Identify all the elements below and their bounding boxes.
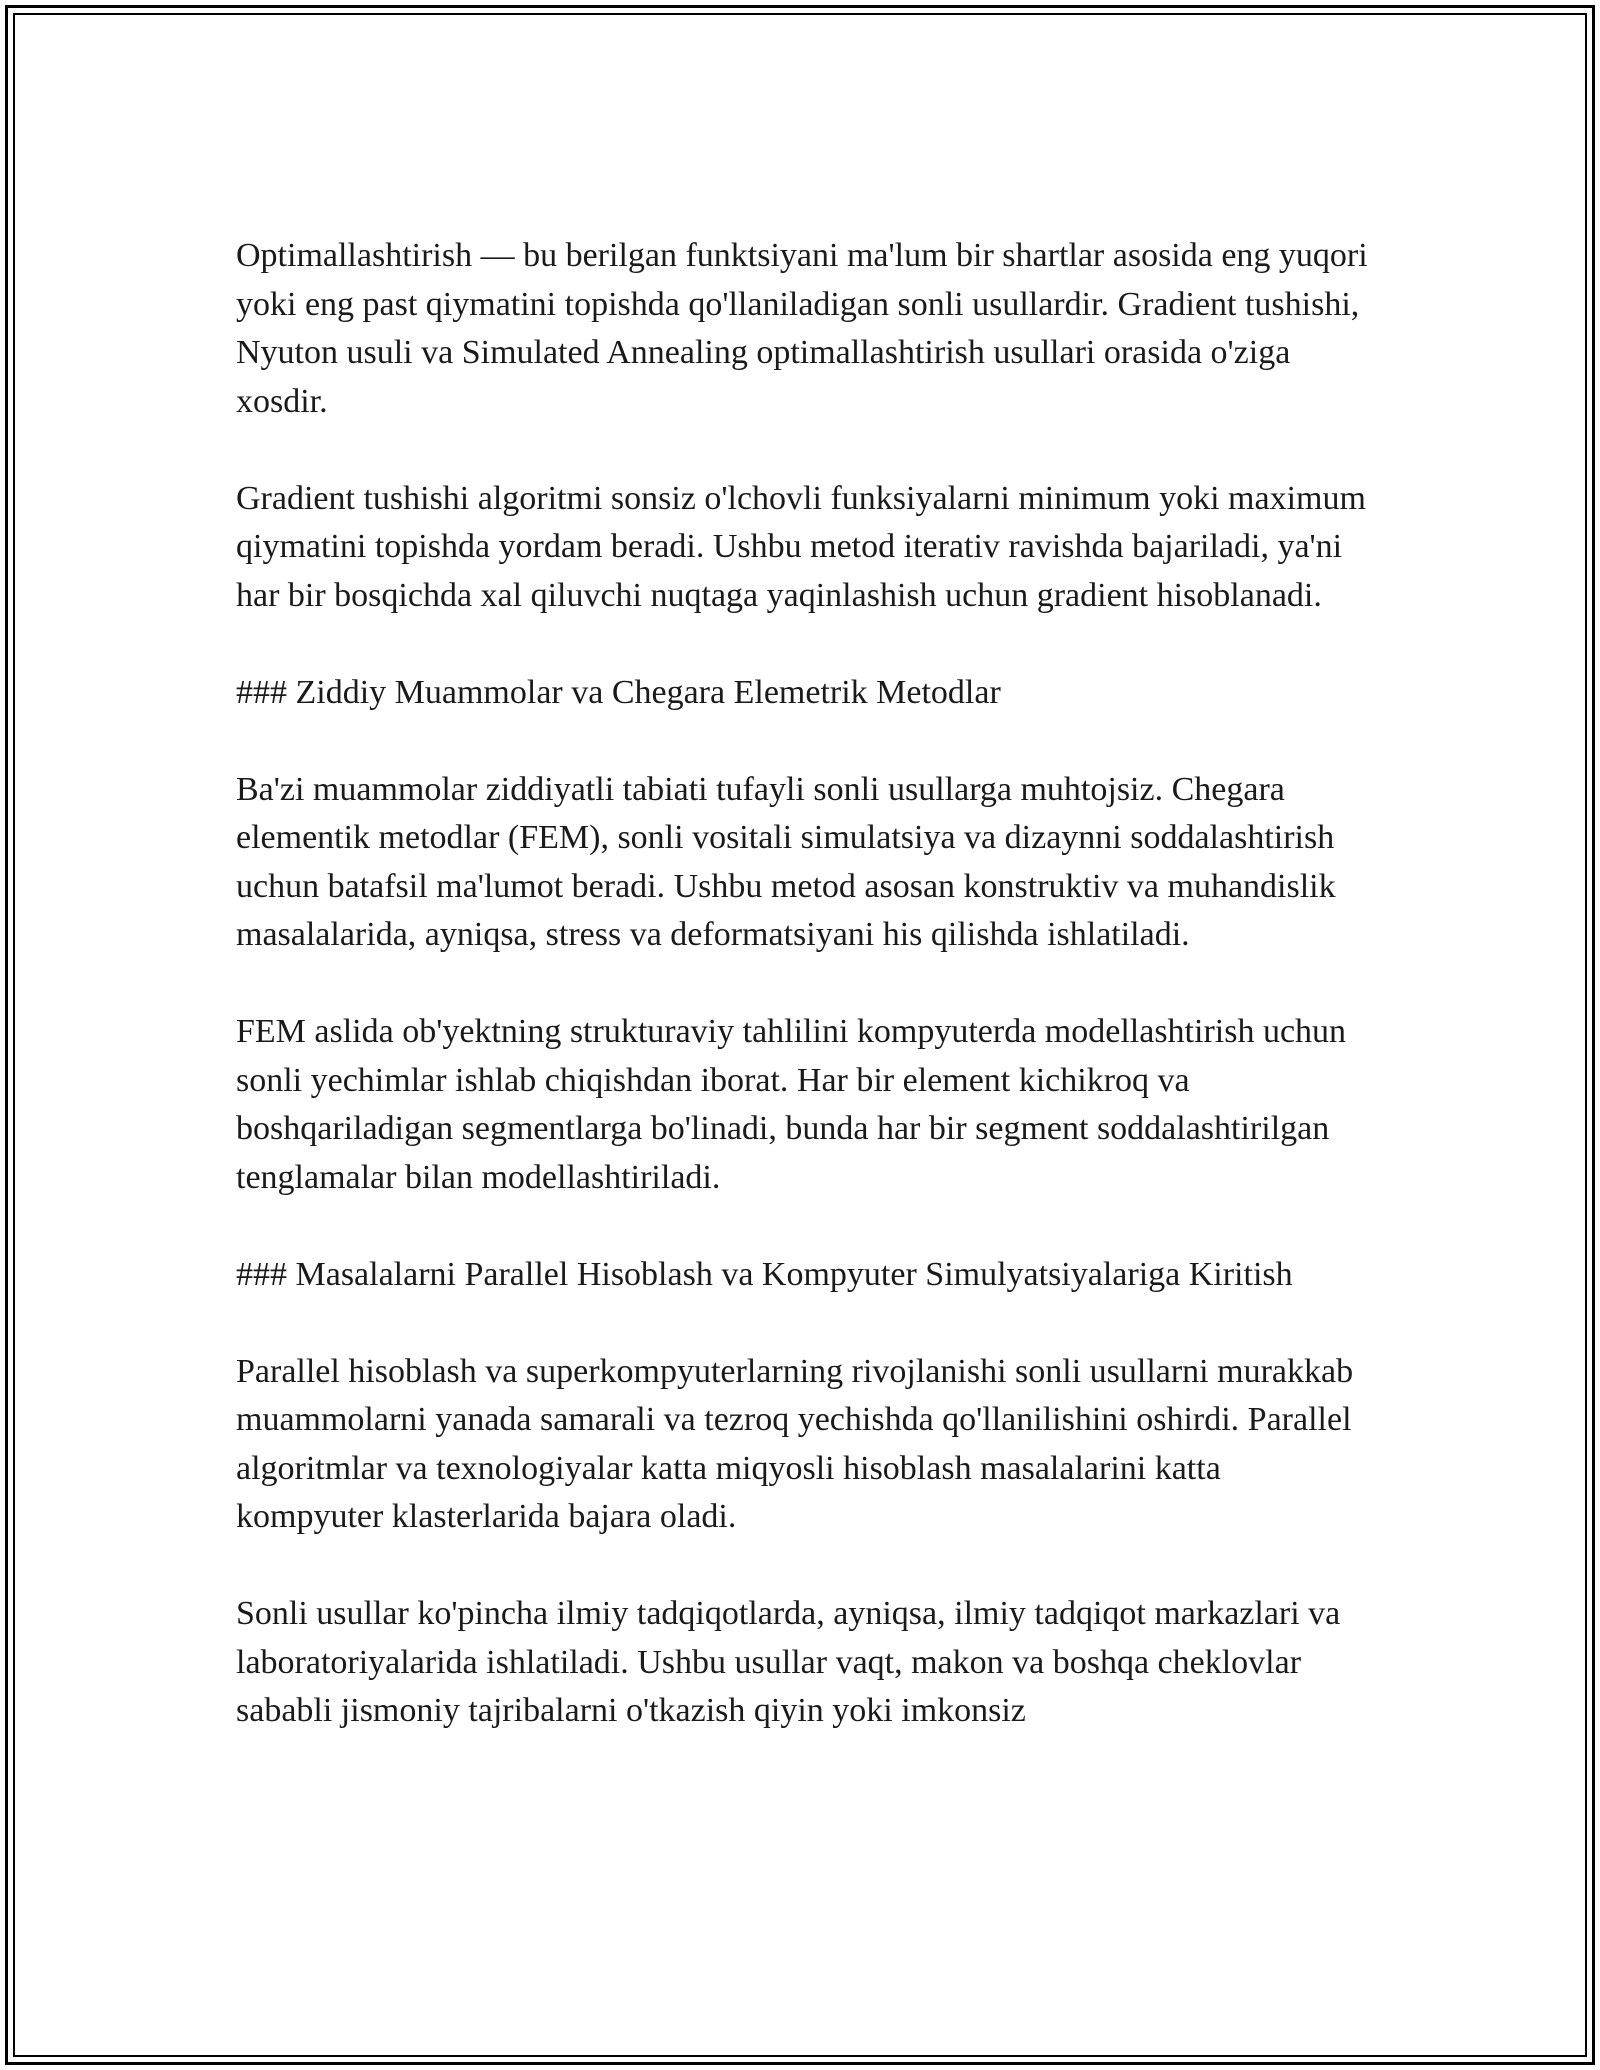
paragraph-gradient-descent: Gradient tushishi algoritmi sonsiz o'lchovli funksiyalarni minimum yoki maximum qiymatini topishda yordam beradi. Ushbu metod iterativ ravishda bajariladi, ya'ni har bir bosqichda xal qiluvchi nuqtaga yaqinlashish uchun gradient hisoblanadi. [236,479,1366,614]
paragraph-fem-details: FEM aslida ob'yektning strukturaviy tahlilini kompyuterda modellashtirish uchun sonli yechimlar ishlab chiqishdan iborat. Har bir element kichikroq va boshqariladigan segmentlarga bo'linadi, bunda har bir segment soddalashtirilgan tenglamalar bilan modellashtiriladi. [236,1013,1347,1196]
paragraph-scientific-research: Sonli usullar ko'pincha ilmiy tadqiqotlarda, ayniqsa, ilmiy tadqiqot markazlari va laboratoriyalarida ishlatiladi. Ushbu usullar vaqt, makon va boshqa cheklovlar sababli jismoniy tajribalarni o'tkazish qiyin yoki imkonsiz [236,1595,1341,1729]
heading-ziddiy-muammolar: ### Ziddiy Muammolar va Chegara Elemetrik Metodlar [236,673,1001,711]
paragraph-optimization-intro: Optimallashtirish — bu berilgan funktsiyani ma'lum bir shartlar asosida eng yuqori yoki eng past qiymatini topishda qo'llaniladigan sonli usullardir. Gradient tushishi, Nyuton usuli va Simulated Annealing optimallashtirish usullari orasida o'ziga xosdir. [236,237,1368,420]
paragraph-fem-intro: Ba'zi muammolar ziddiyatli tabiati tufayli sonli usullarga muhtojsiz. Chegara elementik metodlar (FEM), sonli vositali simulatsiya va dizaynni soddalashtirish uchun batafsil ma'lumot beradi. Ushbu metod asosan konstruktiv va muhandislik masalalarida, ayniqsa, stress va deformatsiyani his qilishda ishlatiladi. [236,770,1336,953]
heading-parallel-computing: ### Masalalarni Parallel Hisoblash va Kompyuter Simulyatsiyalariga Kiritish [236,1255,1293,1293]
document-body [236,232,1376,1784]
paragraph-parallel-computing: Parallel hisoblash va superkompyuterlarning rivojlanishi sonli usullarni murakkab muammolarni yanada samarali va tezroq yechishda qo'llanilishini oshirdi. Parallel algoritmlar va texnologiyalar katta miqyosli hisoblash masalalarini katta kompyuter klasterlarida bajara oladi. [236,1352,1354,1535]
